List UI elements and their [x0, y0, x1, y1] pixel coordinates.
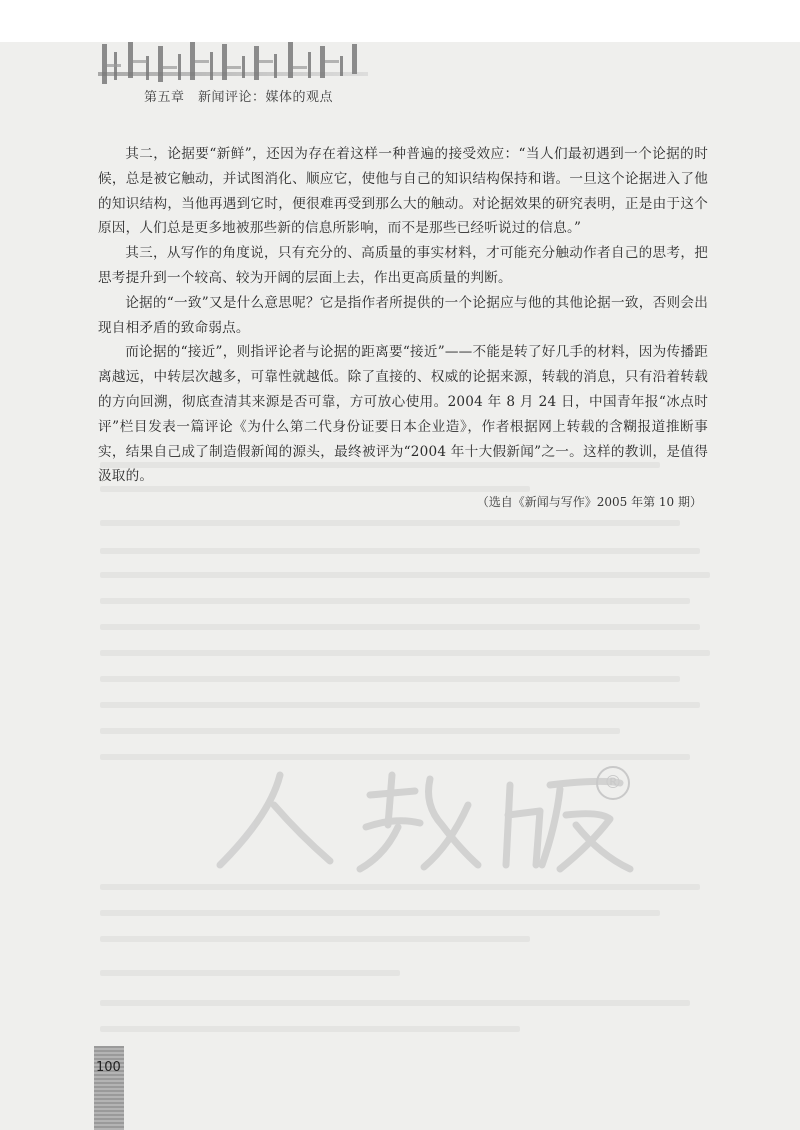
page-edge-strip: [94, 1046, 124, 1130]
article-body: [98, 142, 708, 510]
publisher-logo-watermark: [210, 765, 640, 875]
paragraph: 论据的“一致”又是什么意思呢？它是指作者所提供的一个论据应与他的其他论据一致，否则会出现自相矛盾的致命弱点。: [98, 294, 708, 336]
paragraph: 其三，从写作的角度说，只有充分的、高质量的事实材料，才可能充分触动作者自己的思考，把思考提升到一个较高、较为开阔的层面上去，作出更高质量的判断。: [98, 245, 708, 286]
source-citation: （选自《新闻与写作》2005 年第 10 期）: [476, 495, 702, 510]
page-number: 100: [96, 1060, 121, 1075]
paragraph: 而论据的“接近”，则指评论者与论据的距离要“接近”——不能是转了好几手的材料，因为传播距离越远，中转层次越多，可靠性就越低。除了直接的、权威的论据来源，转载的消息，只有沿着转载的方向回溯，彻底查清其来源是否可靠，方可放心使用。2004 年 8 月 24 日，中国青年报“冰点时评”栏目发表一篇评论《为什么第二代身份证要日本企业造》，作者根据网上转载的含糊报道推断事实，结果自己成了制造假新闻的源头，最终被评为“2004 年十大假新闻”之一。这样的教训，是值得汲取的。: [98, 344, 708, 485]
paragraph: 其二，论据要“新鲜”，还因为存在着这样一种普遍的接受效应：“当人们最初遇到一个论据的时候，总是被它触动，并试图消化、顺应它，使他与自己的知识结构保持和谐。一旦这个论据进入了他的知识结构，当他再遇到它时，便很难再受到那么大的触动。对论据效果的研究表明，正是由于这个原因，人们总是更多地被那些新的信息所影响，而不是那些已经听说过的信息。”: [98, 146, 708, 237]
chapter-title: 第五章 新闻评论：媒体的观点: [144, 90, 334, 105]
registered-trademark-icon: ®: [596, 766, 630, 800]
